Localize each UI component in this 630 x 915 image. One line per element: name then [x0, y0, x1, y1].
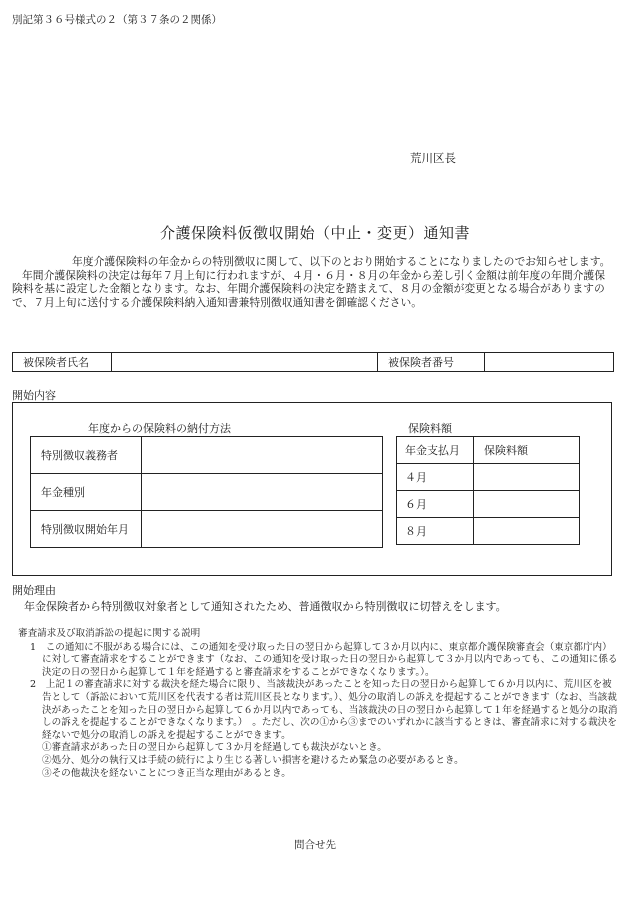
insured-number-label: 被保険者番号 — [378, 353, 485, 372]
premium-amount-table — [396, 436, 580, 545]
payment-row-value — [142, 511, 383, 548]
issuer-name: 荒川区長 — [410, 151, 456, 165]
payment-row-value — [142, 474, 383, 511]
payment-method-caption: 年度からの保険料の納付方法 — [88, 422, 231, 435]
intro-paragraph-1: 年度介護保険料の年金からの特別徴収に関して、以下のとおり開始することになりましたのでお知らせします。 — [72, 255, 611, 268]
appeal-explanation — [18, 628, 618, 780]
table-row — [31, 511, 383, 548]
amount-cell — [474, 464, 580, 491]
month-cell: ６月 — [397, 491, 474, 518]
insured-info-table — [12, 352, 614, 372]
amount-cell — [474, 491, 580, 518]
premium-amount-caption: 保険料額 — [408, 422, 452, 435]
payment-row-value — [142, 437, 383, 474]
inquiry-label: 問合せ先 — [294, 839, 336, 851]
column-header-month: 年金支払月 — [397, 437, 474, 464]
document-title: 介護保険料仮徴収開始（中止・変更）通知書 — [159, 224, 470, 242]
appeal-item-1: 1 この通知に不服がある場合には、この通知を受け取った日の翌日から起算して３か月以内に、東京都介護保険審査会（東京都庁内）に対して審査請求をすることができます（なお、この通知を受け取った日の翌日から起算して３か月以内であっても、この通知に係る決定の日の翌日から起算して１年を経過すると審査請求をすることができなくなります。）。 — [30, 641, 618, 678]
appeal-item-2: 2 上記１の審査請求に対する裁決を経た場合に限り、当該裁決があったことを知った日の翌日から起算して６か月以内に、荒川区を被告として（訴訟において荒川区を代表する者は荒川区長となります。）、処分の取消しの訴えを提起することができます（なお、当該裁決があったことを知った日の翌日から起算して６か月以内であっても、当該裁決の日の翌日から起算して１年を経過すると処分の取消しの訴えを提起することができなくなります。） 。ただし、次の①から③までのいずれかに該当するときは、審査請求に対する裁決を経ないで処分の取消しの訴えを提起することができます。 — [30, 679, 618, 741]
payment-row-label: 年金種別 — [31, 474, 142, 511]
amount-cell — [474, 518, 580, 545]
table-row — [31, 474, 383, 511]
insured-number-value — [485, 353, 614, 372]
appeal-heading: 審査請求及び取消訴訟の提起に関する説明 — [18, 628, 201, 639]
table-header-row — [397, 437, 580, 464]
start-reason-label: 開始理由 — [12, 584, 56, 597]
appeal-condition: ①審査請求があった日の翌日から起算して３か月を経過しても裁決がないとき。 — [42, 742, 387, 754]
appeal-condition: ②処分、処分の執行又は手続の続行により生じる著しい損害を避けるため緊急の必要があるとき。 — [42, 754, 464, 766]
month-cell: ８月 — [397, 518, 474, 545]
insured-name-label: 被保険者氏名 — [13, 353, 112, 372]
table-row — [31, 437, 383, 474]
intro-text — [12, 255, 612, 309]
start-reason-text: 年金保険者から特別徴収対象者として通知されたため、普通徴収から特別徴収に切替えをします。 — [24, 600, 507, 613]
table-row — [397, 464, 580, 491]
table-row — [397, 518, 580, 545]
insured-name-value — [112, 353, 378, 372]
table-row — [397, 491, 580, 518]
appeal-condition: ③その他裁決を経ないことにつき正当な理由があるとき。 — [42, 767, 291, 779]
start-section-label: 開始内容 — [12, 389, 56, 402]
month-cell: ４月 — [397, 464, 474, 491]
payment-row-label: 特別徴収義務者 — [31, 437, 142, 474]
column-header-amount: 保険料額 — [474, 437, 580, 464]
intro-paragraph-2: 年間介護保険料の決定は毎年７月上旬に行われますが、４月・６月・８月の年金から差し引く金額は前年度の年間介護保険料を基に設定した金額となります。なお、年間介護保険料の決定を踏まえて、８月の金額が変更となる場合がありますので、７月上旬に送付する介護保険料納入通知書兼特別徴収通知書を御確認ください。 — [12, 268, 606, 309]
payment-method-table — [30, 436, 383, 548]
payment-row-label: 特別徴収開始年月 — [31, 511, 142, 548]
form-number: 別記第３６号様式の２（第３７条の２関係） — [12, 14, 222, 26]
